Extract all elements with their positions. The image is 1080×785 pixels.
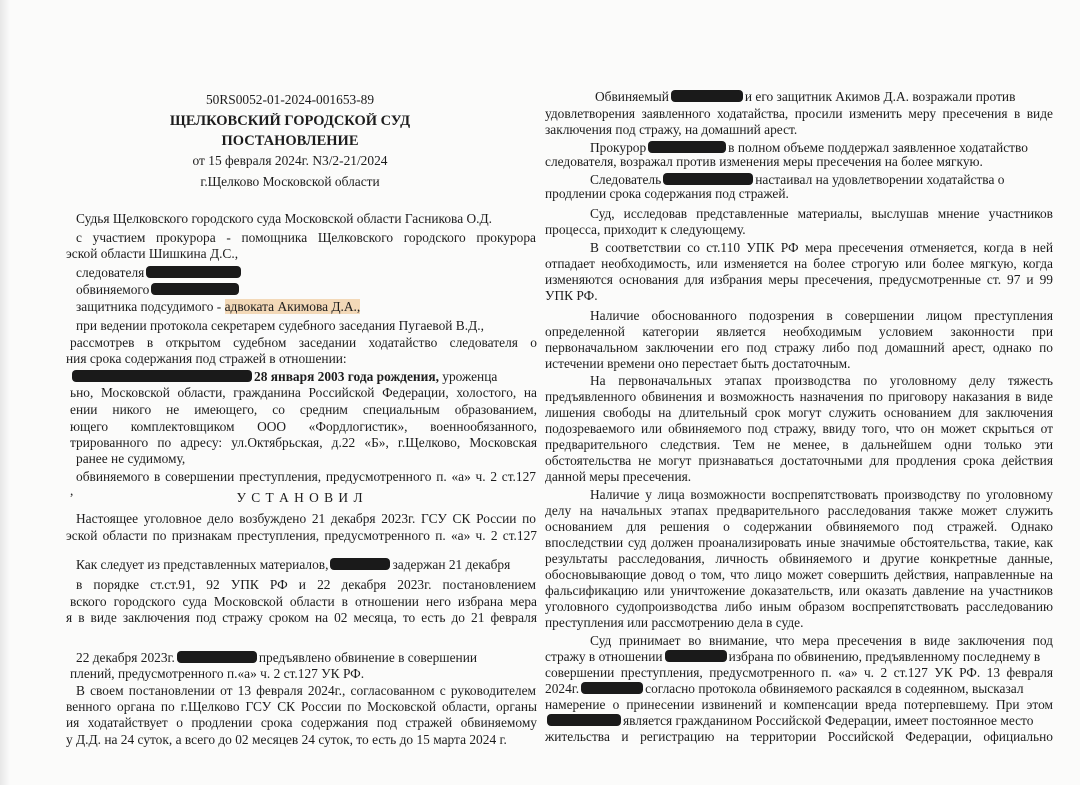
term-line: у Д.Д. на 24 суток, а всего до 02 месяцев 24 суток, то есть до 15 марта 2024 г. bbox=[66, 732, 507, 747]
detained-suffix: задержан 21 декабря bbox=[392, 557, 511, 572]
r-line-31: фальсификацию или уничтожение доказательств, или оказать давление на участников bbox=[545, 583, 1053, 598]
investigator-right-label: Следователь bbox=[590, 172, 662, 187]
r-line-40: жительства и регистрацию на территории Российской Федерации, официально bbox=[545, 729, 1053, 744]
r-line-30: обосновывающие довод о том, что лицо может совершить действия, направленные на bbox=[545, 567, 1053, 582]
redaction-mark bbox=[665, 650, 727, 662]
education-line: ении никого не имеющего, со средним специальным образованием, bbox=[70, 402, 537, 417]
r-line-13: УПК РФ. bbox=[545, 288, 598, 303]
case-number: 50RS0052-01-2024-001653-89 bbox=[205, 92, 375, 107]
case-opened-line: Настоящее уголовное дело возбуждено 21 декабря 2023г. ГСУ СК России по bbox=[76, 511, 536, 526]
r-line-24: данной меры пресечения. bbox=[545, 469, 692, 484]
r-line-10: В соответствии со ст.110 УПК РФ мера пресечения отменяется, когда в ней bbox=[590, 240, 1053, 255]
r-line-12: изменяются основания для избрания меры пресечения, предусмотренные ст. 97 и 99 bbox=[545, 272, 1053, 287]
r-line-22: предварительного следствия. Тем не менее, в дальнейшем одни только эти bbox=[545, 437, 1053, 452]
accused-objection-line bbox=[595, 89, 1075, 105]
investigator-label: следователя bbox=[76, 265, 145, 280]
employment-line: ющего комплектовщиком ООО «Фордлогистик», военнообязанного, bbox=[70, 419, 537, 434]
case-basis-line: эской области по признакам преступления, предусмотренного п. «а» ч. 2 ст.127 bbox=[66, 528, 537, 543]
page-edge-shadow bbox=[0, 0, 10, 785]
redaction-mark bbox=[547, 714, 621, 726]
address-line: трированного по адресу: ул.Октябрьская, д.22 «Б», г.Щелково, Московская bbox=[70, 435, 537, 450]
redaction-mark bbox=[177, 651, 257, 663]
redaction-mark bbox=[663, 173, 753, 185]
citizenship-line: ьно, Московской области, гражданина Российской Федерации, холостого, на bbox=[70, 385, 537, 400]
indictment-article-line: плений, предусмотренного п.«а» ч. 2 ст.127 УК РФ. bbox=[70, 666, 365, 681]
r-line-26: делу на начальных этапах предварительного расследования также может служить bbox=[545, 503, 1053, 518]
detained-prefix: Как следует из представленных материалов, bbox=[76, 557, 329, 572]
accused-line bbox=[76, 282, 536, 298]
redaction-mark bbox=[581, 682, 643, 694]
charge-comma: , bbox=[70, 483, 74, 498]
custody-term-line: я в виде заключения под стражу сроком на 02 месяца, то есть до 21 февраля bbox=[66, 610, 537, 625]
birthdate-line bbox=[70, 369, 540, 385]
petition-line: В своем постановлении от 13 февраля 2024г., согласованном с руководителем bbox=[76, 683, 536, 698]
extension-line: ния срока содержания под стражей в отношении: bbox=[66, 351, 347, 366]
considering-line: рассмотрев в открытом судебном заседании ходатайство следователя о bbox=[70, 335, 537, 350]
r-line-7: продлении срока содержания под стражей. bbox=[545, 186, 789, 201]
authority-line: венного органа по г.Щелково ГСУ СК России по Московской области, органы bbox=[66, 699, 537, 714]
r-line-14: Наличие обоснованного подозрения в совершении лицом преступления bbox=[590, 308, 1053, 323]
r-line-15: определенной категории является необходимым условием законности при bbox=[545, 324, 1053, 339]
r-line-21: подозреваемого или обвиняемого под стражу, ввиду того, что он может скрыться от bbox=[545, 421, 1053, 436]
r-line-38: намерение о принесении извинений и компенсации вреда потерпевшему. При этом bbox=[545, 697, 1053, 712]
redaction-mark bbox=[151, 283, 239, 295]
birthdate-suffix: уроженца bbox=[438, 369, 498, 384]
redaction-mark bbox=[330, 558, 390, 570]
detained-line bbox=[76, 557, 546, 573]
prosecutor-name-line: эской области Шишкина Д.С., bbox=[66, 246, 239, 261]
r-line-9: процесса, приходит к следующему. bbox=[545, 222, 746, 237]
remorse-text: согласно протокола обвиняемого раскаялся в содеянном, высказал bbox=[645, 681, 1024, 696]
r-line-5: следователя, возражал против изменения меры пресечения на более мягкую. bbox=[545, 154, 983, 169]
document-place: г.Щелково Московской области bbox=[200, 174, 380, 189]
redaction-mark bbox=[72, 370, 252, 382]
ustanovil-heading: У С Т А Н О В И Л bbox=[236, 490, 364, 505]
r-line-32: уголовного судопроизводства либо иным образом воспрепятствовать расследованию bbox=[545, 599, 1053, 614]
redaction-mark bbox=[648, 141, 726, 153]
procedure-line: в порядке ст.ст.91, 92 УПК РФ и 22 декабря 2023г. постановлением bbox=[76, 577, 536, 592]
judge-line: Судья Щелковского городского суда Московской области Гасникова О.Д. bbox=[76, 211, 492, 226]
prosecutor-line: с участием прокурора - помощника Щелковского городского прокурора bbox=[76, 230, 536, 245]
defender-label: защитника подсудимого - bbox=[76, 299, 225, 314]
indictment-text: предъявлено обвинение в совершении bbox=[258, 650, 478, 665]
r-line-18: На первоначальных этапах производства по уголовному делу тяжесть bbox=[590, 373, 1053, 388]
measure-line: вского городского суда Московской области в отношении него избрана мера bbox=[70, 594, 537, 609]
r-line-2: удовлетворения заявленного ходатайства, просили изменить меру пресечения в виде bbox=[545, 106, 1053, 121]
charge-line: обвиняемого в совершении преступления, предусмотренного п. «а» ч. 2 ст.127 bbox=[76, 469, 536, 484]
r-line-19: предъявленного обвинения и возможность назначения по приговору наказания в виде bbox=[545, 389, 1053, 404]
citizen-text: является гражданином Российской Федерации, имеет постоянное место bbox=[623, 713, 1034, 728]
r-line-8: Суд, исследовав представленные материалы, выслушав мнение участников bbox=[590, 206, 1053, 221]
accused-objection-text: и его защитник Акимов Д.А. возражали против bbox=[744, 89, 1016, 104]
investigator-position-text: настаивал на удовлетворении ходатайства о bbox=[755, 172, 1005, 187]
r-line-34: Суд принимает во внимание, что мера пресечения в виде заключения под bbox=[590, 633, 1053, 648]
custody-in-respect-text: избрана по обвинению, предъявленному последнему в bbox=[728, 649, 1041, 664]
remorse-line bbox=[545, 681, 1065, 697]
defender-name-highlight: адвоката Акимова Д.А., bbox=[224, 299, 361, 314]
citizen-line bbox=[545, 713, 1065, 729]
r-line-17: истечении времени оно перестает быть достаточным. bbox=[545, 356, 851, 371]
redaction-mark bbox=[146, 266, 241, 278]
birthdate-text: 28 января 2003 года рождения, bbox=[254, 369, 439, 384]
prosecutor-position-text: в полном объеме поддержал заявленное ходатайство bbox=[728, 140, 1028, 155]
record-line: ранее не судимому, bbox=[76, 451, 186, 466]
remorse-date: 2024г. bbox=[545, 681, 580, 696]
r-line-20: лишения свободы на длительный срок могут служить основанием для заключения bbox=[545, 405, 1053, 420]
accused-label: обвиняемого bbox=[76, 282, 150, 297]
defender-line bbox=[76, 299, 536, 315]
accused-objection-label: Обвиняемый bbox=[595, 89, 669, 104]
r-line-23: обстоятельства не могут признаваться достаточными для продления срока действия bbox=[545, 453, 1053, 468]
redaction-mark bbox=[671, 90, 743, 102]
secretary-line: при ведении протокола секретарем судебного заседания Пугаевой В.Д., bbox=[76, 318, 484, 333]
prosecutor-label: Прокурор bbox=[590, 140, 647, 155]
indictment-date: 22 декабря 2023г. bbox=[76, 650, 175, 665]
r-line-36: совершении преступления, предусмотренного п. «а» ч. 2 ст.127 УК РФ. 13 февраля bbox=[545, 665, 1053, 680]
document-date: от 15 февраля 2024г. N3/2-21/2024 bbox=[192, 153, 388, 168]
custody-in-respect-line bbox=[545, 649, 1065, 665]
r-line-25: Наличие у лица возможности воспрепятствовать производству по уголовному bbox=[590, 487, 1053, 502]
r-line-29: результаты расследования, личность обвиняемого и другие конкретные данные, bbox=[545, 551, 1053, 566]
r-line-27: основанием для решения о содержании обвиняемого под стражей. Однако bbox=[545, 519, 1053, 534]
r-line-3: заключения под стражу, на домашний арест. bbox=[545, 122, 798, 137]
r-line-33: преступления или рассмотрению дела в суде. bbox=[545, 615, 804, 630]
investigator-line bbox=[76, 265, 536, 281]
indictment-line bbox=[76, 650, 546, 666]
document-type: ПОСТАНОВЛЕНИЕ bbox=[221, 133, 359, 149]
court-name: ЩЕЛКОВСКИЙ ГОРОДСКОЙ СУД bbox=[169, 113, 411, 129]
custody-in-respect-label: стражу в отношении bbox=[545, 649, 663, 664]
r-line-16: первоначальном заключении его под стражу либо под домашний арест, однако по bbox=[545, 340, 1053, 355]
request-line: ия ходатайствует о продлении срока содержания под стражей обвиняемому bbox=[66, 715, 537, 730]
r-line-28: впоследствии суд должен проанализировать иные значимые обстоятельства, такие, как bbox=[545, 535, 1053, 550]
r-line-11: отпадает необходимость, или изменяется на более строгую или более мягкую, когда bbox=[545, 256, 1053, 271]
